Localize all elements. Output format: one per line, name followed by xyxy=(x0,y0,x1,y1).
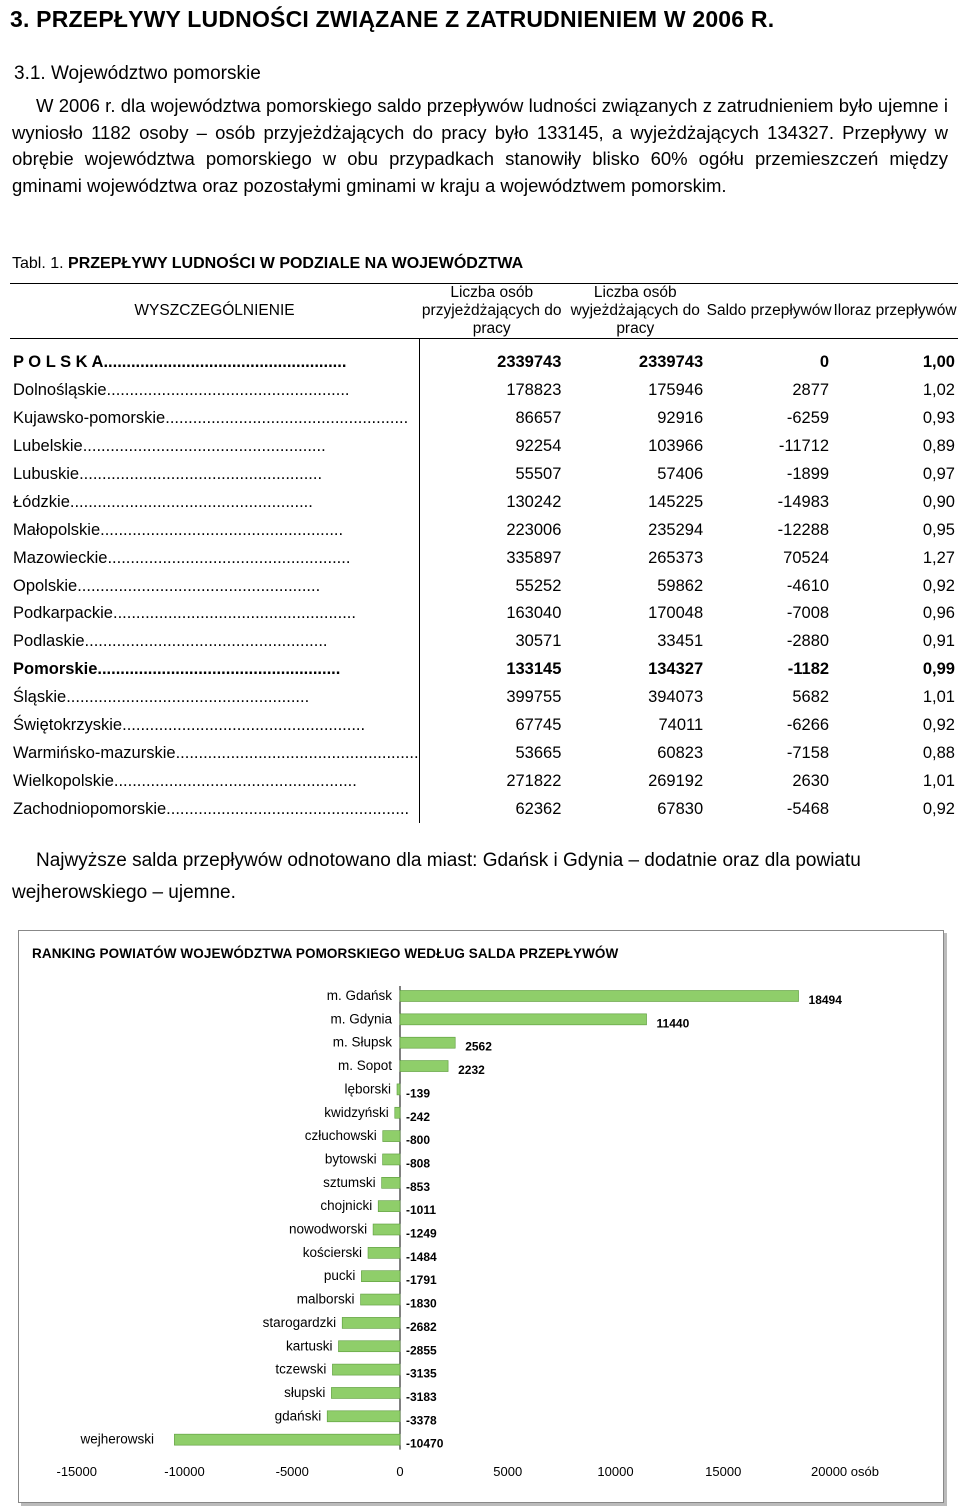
category-label: wejherowski xyxy=(80,1431,154,1447)
row-name: Wielkopolskie xyxy=(13,771,114,790)
value-label: -10470 xyxy=(406,1436,444,1451)
row-name: Warmińsko-mazurskie xyxy=(13,743,176,762)
cell-saldo: -12288 xyxy=(777,520,830,539)
cell-saldo: 5682 xyxy=(792,688,830,707)
category-label: kwidzyński xyxy=(324,1104,389,1120)
cell-out: 33451 xyxy=(657,632,704,651)
value-label: 2562 xyxy=(465,1039,492,1054)
cell-out: 57406 xyxy=(657,465,704,483)
category-label: pucki xyxy=(323,1268,356,1284)
cell-out: 145225 xyxy=(648,492,704,511)
table-label: Tabl. 1. xyxy=(12,255,64,272)
cell-in: 30571 xyxy=(515,632,562,651)
bar xyxy=(395,1107,400,1118)
category-label: chojnicki xyxy=(320,1198,373,1214)
category-label: sztumski xyxy=(323,1174,376,1190)
cell-in: 271822 xyxy=(506,771,562,790)
subsection-heading: 3.1. Województwo pomorskie xyxy=(14,63,261,84)
col-header-saldo: Saldo przepływów xyxy=(706,284,832,339)
value-label: -3378 xyxy=(406,1413,437,1428)
cell-iloraz: 0,97 xyxy=(922,465,955,483)
value-label: -3135 xyxy=(406,1366,437,1381)
cell-in: 86657 xyxy=(515,409,562,428)
x-tick-label: -10000 xyxy=(164,1464,205,1479)
cell-iloraz: 0,92 xyxy=(922,799,955,818)
value-label: -1011 xyxy=(406,1203,437,1218)
value-label: -1484 xyxy=(406,1249,437,1264)
cell-iloraz: 0,95 xyxy=(922,520,955,539)
category-label: bytowski xyxy=(324,1151,377,1167)
row-name: Mazowieckie xyxy=(13,548,108,567)
cell-iloraz: 1,27 xyxy=(922,548,955,567)
bar xyxy=(361,1271,400,1282)
row-name: Łódzkie xyxy=(13,492,70,511)
cell-out: 265373 xyxy=(648,548,704,567)
x-tick-label: 10000 xyxy=(597,1464,634,1479)
cell-out: 134327 xyxy=(648,660,704,679)
x-tick-label: 0 xyxy=(396,1464,404,1479)
cell-saldo: 70524 xyxy=(783,548,830,567)
row-name: Pomorskie xyxy=(13,660,98,679)
value-label: -853 xyxy=(406,1179,431,1194)
category-label: starogardzki xyxy=(262,1314,337,1330)
cell-iloraz: 0,96 xyxy=(922,604,955,623)
col-header-out: Liczba osób wyjeżdżających do pracy xyxy=(564,284,706,339)
col-header-name: WYSZCZEGÓLNIENIE xyxy=(10,284,419,339)
cell-out: 67830 xyxy=(657,799,704,818)
x-tick-label: -5000 xyxy=(275,1464,309,1479)
cell-out: 60823 xyxy=(657,743,704,762)
cell-out: 170048 xyxy=(648,604,704,623)
row-name: Małopolskie xyxy=(13,520,101,539)
value-label: -2682 xyxy=(406,1319,437,1334)
cell-in: 55507 xyxy=(515,465,562,483)
value-label: -1791 xyxy=(406,1273,437,1288)
category-label: kartuski xyxy=(285,1338,333,1354)
x-tick-label: 20000 osób xyxy=(811,1464,879,1479)
cell-out: 2339743 xyxy=(638,353,704,372)
cell-saldo: -2880 xyxy=(786,632,830,651)
cell-iloraz: 0,99 xyxy=(922,660,955,679)
bar xyxy=(400,1037,455,1048)
cell-iloraz: 1,01 xyxy=(922,688,955,707)
category-label: m. Sopot xyxy=(337,1058,392,1074)
section-heading: 3. PRZEPŁYWY LUDNOŚCI ZWIĄZANE Z ZATRUDNIENIEM W 2006 R. xyxy=(10,6,775,32)
bar xyxy=(327,1411,400,1422)
row-name: Lubuskie xyxy=(13,465,80,483)
value-label: 11440 xyxy=(656,1016,690,1031)
category-label: tczewski xyxy=(275,1361,327,1377)
cell-in: 163040 xyxy=(506,604,562,623)
cell-iloraz: 0,90 xyxy=(922,492,955,511)
bar xyxy=(400,1061,448,1072)
table-title: PRZEPŁYWY LUDNOŚCI W PODZIALE NA WOJEWÓDZTWA xyxy=(68,255,524,272)
value-label: -1249 xyxy=(406,1226,437,1241)
row-name: Podkarpackie xyxy=(13,604,113,623)
category-label: m. Gdynia xyxy=(330,1011,392,1027)
intro-paragraph: W 2006 r. dla województwa pomorskiego saldo przepływów ludności związanych z zatrudnieniem było ujemne i wyniosło 1182 osoby – osób przyjeżdżających do pracy było 133145, a wyjeżdżających 134327. Przepływy w obrębie województwa pomorskiego w obu przypadkach stanowiły blisko 60% ogółu przemieszczeń między gminami województwa oraz pozostałymi gminami w kraju a województwem pomorskim. xyxy=(12,95,948,196)
value-label: -139 xyxy=(406,1086,431,1101)
row-name: Dolnośląskie xyxy=(13,381,107,400)
cell-in: 133145 xyxy=(506,660,562,679)
cell-out: 175946 xyxy=(648,381,704,400)
cell-saldo: -11712 xyxy=(778,437,830,456)
row-name: Opolskie xyxy=(13,576,78,595)
bar xyxy=(383,1131,400,1142)
bar xyxy=(361,1294,400,1305)
cell-saldo: -5468 xyxy=(786,799,830,818)
cell-out: 394073 xyxy=(648,688,704,707)
cell-iloraz: 1,01 xyxy=(922,771,955,790)
value-label: -2855 xyxy=(406,1343,437,1358)
cell-saldo: 0 xyxy=(819,353,830,372)
bar xyxy=(342,1317,400,1328)
row-name: Świętokrzyskie xyxy=(13,716,123,735)
category-label: m. Słupsk xyxy=(332,1034,392,1050)
cell-out: 92916 xyxy=(657,409,704,428)
cell-in: 178823 xyxy=(506,381,562,400)
row-name: P O L S K A xyxy=(13,353,104,372)
bar xyxy=(400,991,799,1002)
bar xyxy=(383,1154,400,1165)
cell-in: 55252 xyxy=(515,576,562,595)
cell-iloraz: 0,92 xyxy=(922,576,955,595)
row-name: Lubelskie xyxy=(13,437,83,456)
x-tick-label: 5000 xyxy=(493,1464,523,1479)
cell-out: 74011 xyxy=(658,716,704,735)
cell-in: 399755 xyxy=(506,688,562,707)
bar xyxy=(378,1201,400,1212)
cell-saldo: -1899 xyxy=(786,465,830,483)
cell-out: 235294 xyxy=(648,520,704,539)
cell-in: 62362 xyxy=(515,799,562,818)
bar xyxy=(331,1387,400,1398)
value-label: -808 xyxy=(406,1156,431,1171)
cell-saldo: -14983 xyxy=(777,492,830,511)
value-label: -242 xyxy=(406,1109,431,1124)
cell-saldo: -7158 xyxy=(786,743,830,762)
cell-saldo: -6259 xyxy=(786,409,830,428)
cell-in: 2339743 xyxy=(497,353,562,372)
summary-paragraph: Najwyższe salda przepływów odnotowano dla miast: Gdańsk i Gdynia – dodatnie oraz dla powiatu wejherowskiego – ujemne. xyxy=(12,850,861,903)
cell-in: 130242 xyxy=(506,492,562,511)
cell-iloraz: 1,02 xyxy=(922,381,955,400)
category-label: malborski xyxy=(296,1291,355,1307)
row-name: Zachodniopomorskie xyxy=(13,799,167,818)
cell-saldo: 2630 xyxy=(792,771,830,790)
cell-saldo: -7008 xyxy=(786,604,830,623)
category-label: słupski xyxy=(284,1384,326,1400)
cell-saldo: -6266 xyxy=(786,716,830,735)
bar xyxy=(397,1084,400,1095)
cell-saldo: 2877 xyxy=(792,381,830,400)
value-label: -800 xyxy=(406,1133,431,1148)
cell-in: 335897 xyxy=(506,548,562,567)
bar xyxy=(338,1341,400,1352)
row-name: Podlaskie xyxy=(13,632,85,651)
cell-saldo: -1182 xyxy=(787,660,830,679)
cell-out: 59862 xyxy=(657,576,704,595)
x-tick-label: 15000 xyxy=(705,1464,742,1479)
cell-in: 92254 xyxy=(515,437,562,456)
cell-in: 223006 xyxy=(506,520,562,539)
bar xyxy=(174,1434,400,1445)
category-label: lęborski xyxy=(344,1081,392,1097)
cell-iloraz: 0,92 xyxy=(922,716,955,735)
cell-iloraz: 1,00 xyxy=(922,353,955,372)
x-tick-label: -15000 xyxy=(56,1464,97,1479)
row-name: Kujawsko-pomorskie xyxy=(13,409,166,428)
cell-saldo: -4610 xyxy=(786,576,830,595)
value-label: -3183 xyxy=(406,1389,437,1404)
row-name: Śląskie xyxy=(13,688,67,707)
col-header-in: Liczba osób przyjeżdżających do pracy xyxy=(419,284,564,339)
bar xyxy=(332,1364,400,1375)
bar xyxy=(368,1247,400,1258)
cell-out: 269192 xyxy=(648,771,704,790)
col-header-iloraz: Iloraz przepływów xyxy=(832,284,958,339)
cell-iloraz: 0,89 xyxy=(922,437,955,456)
cell-iloraz: 0,88 xyxy=(922,743,955,762)
cell-in: 67745 xyxy=(515,716,562,735)
chart-title: RANKING POWIATÓW WOJEWÓDZTWA POMORSKIEGO WEDŁUG SALDA PRZEPŁYWÓW xyxy=(32,946,619,961)
category-label: m. Gdańsk xyxy=(326,988,392,1003)
category-label: człuchowski xyxy=(304,1128,377,1144)
cell-iloraz: 0,91 xyxy=(922,632,955,651)
value-label: -1830 xyxy=(406,1296,437,1311)
cell-in: 53665 xyxy=(515,743,562,762)
category-label: nowodworski xyxy=(289,1221,368,1237)
bar xyxy=(400,1014,647,1025)
category-label: gdański xyxy=(274,1408,322,1424)
value-label: 18494 xyxy=(808,993,842,1007)
value-label: 2232 xyxy=(458,1063,485,1078)
cell-iloraz: 0,93 xyxy=(922,409,955,428)
category-label: kościerski xyxy=(302,1244,363,1260)
bar xyxy=(382,1177,400,1188)
bar xyxy=(373,1224,400,1235)
cell-out: 103966 xyxy=(648,437,704,456)
